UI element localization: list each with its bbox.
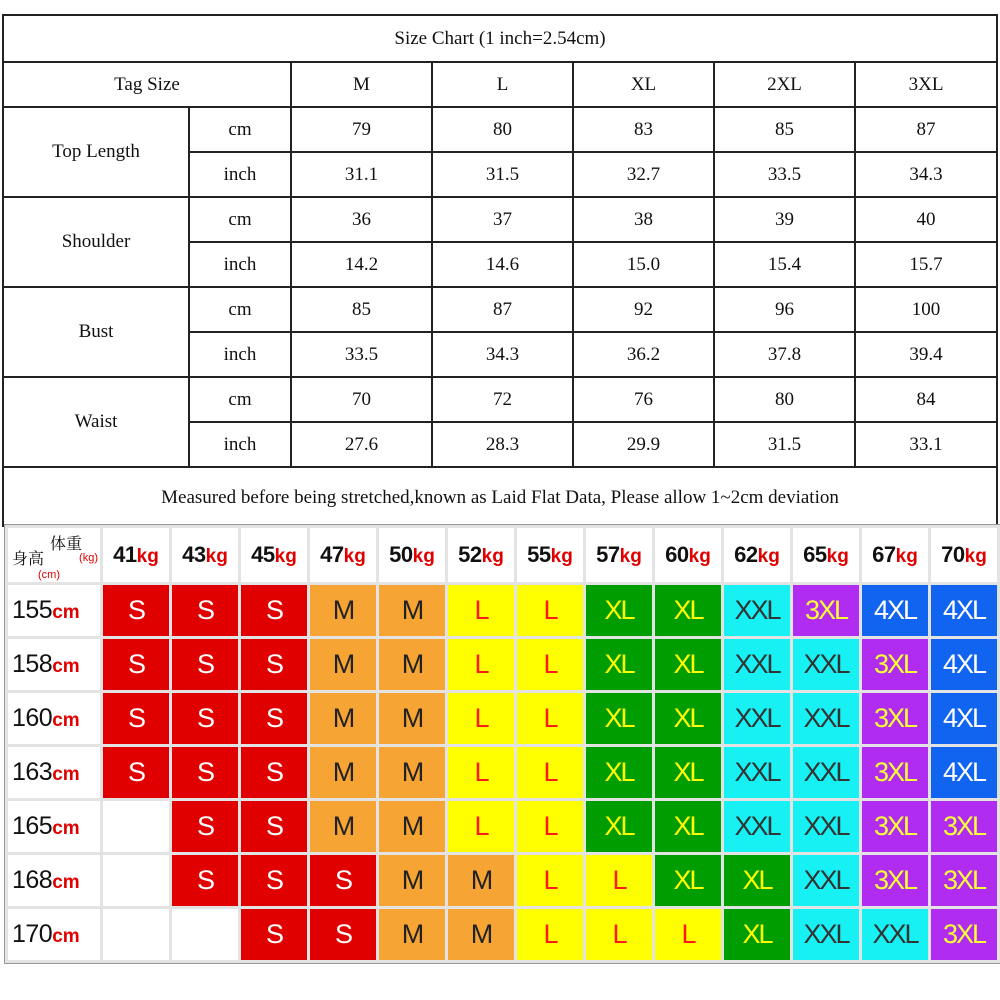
weight-value: 45: [251, 542, 275, 567]
recommended-size-cell: S: [241, 639, 307, 690]
weight-unit: kg: [136, 546, 159, 567]
height-unit: cm: [52, 656, 80, 677]
measurement-value: 36: [291, 197, 432, 242]
weight-value: 52: [458, 542, 482, 567]
recommended-size-cell: 4XL: [862, 585, 928, 636]
measurement-value: 14.2: [291, 242, 432, 287]
recommended-size-cell: XL: [724, 909, 790, 960]
measurement-value: 85: [714, 107, 855, 152]
height-unit: cm: [52, 764, 80, 785]
recommended-size-cell: XL: [586, 585, 652, 636]
measurement-row: [3, 287, 997, 332]
height-unit: cm: [52, 602, 80, 623]
recommended-size-cell: M: [379, 639, 445, 690]
recommended-size-cell: XL: [586, 801, 652, 852]
recommended-size-cell: S: [241, 855, 307, 906]
weight-unit: kg: [757, 546, 780, 567]
recommended-size-cell: M: [448, 855, 514, 906]
recommended-size-cell: M: [379, 855, 445, 906]
recommended-size-cell: 3XL: [862, 693, 928, 744]
measurement-value: 37: [432, 197, 573, 242]
unit-label: cm: [189, 377, 291, 422]
height-row: [8, 801, 997, 852]
recommended-size-cell: 3XL: [862, 801, 928, 852]
unit-label: cm: [189, 107, 291, 152]
recommended-size-cell: 3XL: [862, 747, 928, 798]
measurement-value: 15.0: [573, 242, 714, 287]
height-row: [8, 747, 997, 798]
weight-unit: kg: [481, 546, 504, 567]
recommended-size-cell: L: [655, 909, 721, 960]
recommended-size-cell: 4XL: [931, 747, 997, 798]
measurement-value: 72: [432, 377, 573, 422]
recommended-size-cell: 3XL: [931, 801, 997, 852]
recommended-size-cell: L: [517, 801, 583, 852]
recommended-size-cell: L: [448, 747, 514, 798]
recommended-size-cell: XXL: [724, 585, 790, 636]
weight-header: [586, 528, 652, 582]
tag-size-label: Tag Size: [3, 62, 291, 107]
recommended-size-cell: S: [103, 693, 169, 744]
measurement-value: 15.4: [714, 242, 855, 287]
recommended-size-cell: L: [517, 585, 583, 636]
weight-header: [310, 528, 376, 582]
measurement-value: 100: [855, 287, 997, 332]
recommended-size-cell: M: [310, 693, 376, 744]
recommended-size-cell: XXL: [724, 693, 790, 744]
recommended-size-cell: S: [241, 747, 307, 798]
recommended-size-cell: 3XL: [862, 855, 928, 906]
recommended-size-cell: XXL: [793, 855, 859, 906]
measurement-value: 84: [855, 377, 997, 422]
recommended-size-cell: XXL: [793, 639, 859, 690]
weight-header: [793, 528, 859, 582]
weight-value: 65: [803, 542, 827, 567]
weight-value: 41: [113, 542, 137, 567]
corner-cell: [8, 528, 100, 582]
measurement-value: 36.2: [573, 332, 714, 377]
measurement-value: 85: [291, 287, 432, 332]
recommended-size-cell: M: [379, 747, 445, 798]
height-row: [8, 693, 997, 744]
height-header: [8, 585, 100, 636]
size-header: 2XL: [714, 62, 855, 107]
corner-height-unit: (cm): [38, 569, 60, 581]
recommended-size-cell: XL: [655, 585, 721, 636]
recommended-size-cell: M: [310, 585, 376, 636]
recommended-size-cell: XXL: [793, 747, 859, 798]
measurement-value: 70: [291, 377, 432, 422]
recommended-size-cell: S: [241, 801, 307, 852]
recommended-size-cell: S: [241, 909, 307, 960]
recommended-size-cell: L: [448, 801, 514, 852]
size-header: XL: [573, 62, 714, 107]
height-header: [8, 747, 100, 798]
measurement-value: 37.8: [714, 332, 855, 377]
recommended-size-cell: XXL: [724, 639, 790, 690]
weight-unit: kg: [343, 546, 366, 567]
recommended-size-cell: M: [448, 909, 514, 960]
recommended-size-cell: L: [448, 585, 514, 636]
height-row: [8, 585, 997, 636]
recommended-size-cell: 3XL: [931, 909, 997, 960]
recommended-size-cell: L: [517, 747, 583, 798]
recommended-size-cell: 3XL: [931, 855, 997, 906]
measurement-value: 76: [573, 377, 714, 422]
recommended-size-cell: M: [379, 801, 445, 852]
recommended-size-cell: 3XL: [793, 585, 859, 636]
measurement-value: 96: [714, 287, 855, 332]
recommended-size-cell: 4XL: [931, 693, 997, 744]
recommended-size-cell: S: [103, 585, 169, 636]
weight-unit: kg: [688, 546, 711, 567]
height-row: [8, 855, 997, 906]
measurement-row: [3, 107, 997, 152]
measurement-name: Bust: [3, 287, 189, 377]
recommended-size-cell: XXL: [724, 801, 790, 852]
recommended-size-cell: M: [310, 639, 376, 690]
measurement-value: 31.5: [432, 152, 573, 197]
height-value: 170: [12, 920, 53, 948]
recommended-size-cell: S: [310, 855, 376, 906]
recommended-size-cell: XXL: [793, 909, 859, 960]
height-value: 168: [12, 866, 53, 894]
measurement-value: 38: [573, 197, 714, 242]
size-chart-title: Size Chart (1 inch=2.54cm): [3, 15, 997, 62]
measurement-value: 33.5: [714, 152, 855, 197]
weight-unit: kg: [826, 546, 849, 567]
recommended-size-cell: XL: [655, 693, 721, 744]
height-value: 163: [12, 758, 53, 786]
measurement-value: 29.9: [573, 422, 714, 467]
recommended-size-cell: 4XL: [931, 639, 997, 690]
measurement-value: 14.6: [432, 242, 573, 287]
weight-unit: kg: [412, 546, 435, 567]
recommended-size-cell: M: [310, 801, 376, 852]
measurement-value: 31.1: [291, 152, 432, 197]
weight-value: 62: [734, 542, 758, 567]
recommended-size-cell: S: [172, 585, 238, 636]
measurement-name: Shoulder: [3, 197, 189, 287]
weight-header: [379, 528, 445, 582]
height-value: 160: [12, 704, 53, 732]
weight-value: 67: [872, 542, 896, 567]
height-unit: cm: [52, 710, 80, 731]
unit-label: inch: [189, 242, 291, 287]
recommended-size-cell: S: [103, 639, 169, 690]
weight-value: 50: [389, 542, 413, 567]
note-row: [3, 467, 997, 527]
measurement-row: [3, 377, 997, 422]
recommended-size-cell: S: [103, 747, 169, 798]
recommended-size-cell: S: [310, 909, 376, 960]
weight-unit: kg: [895, 546, 918, 567]
measurement-name: Waist: [3, 377, 189, 467]
measurement-value: 83: [573, 107, 714, 152]
recommended-size-cell: L: [586, 909, 652, 960]
weight-unit: kg: [550, 546, 573, 567]
measurement-value: 28.3: [432, 422, 573, 467]
measurement-value: 32.7: [573, 152, 714, 197]
height-weight-size-chart: [4, 524, 1000, 964]
recommended-size-cell: XL: [655, 855, 721, 906]
weight-value: 70: [941, 542, 965, 567]
weight-value: 57: [596, 542, 620, 567]
recommended-size-cell: [103, 801, 169, 852]
height-header: [8, 801, 100, 852]
weight-header: [724, 528, 790, 582]
weight-header: [931, 528, 997, 582]
recommended-size-cell: M: [310, 747, 376, 798]
recommended-size-cell: L: [586, 855, 652, 906]
weight-header: [241, 528, 307, 582]
unit-label: cm: [189, 287, 291, 332]
height-unit: cm: [52, 818, 80, 839]
weight-header: [517, 528, 583, 582]
height-value: 165: [12, 812, 53, 840]
weight-header: [862, 528, 928, 582]
recommended-size-cell: [103, 909, 169, 960]
tag-size-row: [3, 62, 997, 107]
measurement-value: 80: [432, 107, 573, 152]
measurement-value: 31.5: [714, 422, 855, 467]
weight-unit: kg: [619, 546, 642, 567]
unit-label: inch: [189, 332, 291, 377]
recommended-size-cell: XXL: [793, 693, 859, 744]
height-header: [8, 855, 100, 906]
measurement-value: 34.3: [432, 332, 573, 377]
measurement-value: 33.1: [855, 422, 997, 467]
measurement-value: 87: [432, 287, 573, 332]
corner-weight-unit: (kg): [79, 552, 98, 564]
recommended-size-cell: L: [517, 639, 583, 690]
weight-header: [103, 528, 169, 582]
measurement-value: 27.6: [291, 422, 432, 467]
recommended-size-cell: S: [172, 693, 238, 744]
recommended-size-cell: S: [172, 639, 238, 690]
recommended-size-cell: L: [517, 855, 583, 906]
height-header: [8, 909, 100, 960]
recommended-size-cell: XL: [724, 855, 790, 906]
recommended-size-cell: L: [517, 909, 583, 960]
size-header: M: [291, 62, 432, 107]
recommended-size-cell: L: [448, 693, 514, 744]
recommended-size-cell: XXL: [862, 909, 928, 960]
unit-label: inch: [189, 422, 291, 467]
weight-unit: kg: [274, 546, 297, 567]
deviation-note: Measured before being stretched,known as Laid Flat Data, Please allow 1~2cm deviation: [3, 467, 997, 527]
corner-weight-label: 体重: [49, 536, 82, 553]
height-row: [8, 909, 997, 960]
weight-header: [655, 528, 721, 582]
measurement-value: 87: [855, 107, 997, 152]
recommended-size-cell: XL: [655, 801, 721, 852]
unit-label: cm: [189, 197, 291, 242]
recommended-size-cell: L: [517, 693, 583, 744]
height-unit: cm: [52, 926, 80, 947]
height-row: [8, 639, 997, 690]
recommended-size-cell: 3XL: [862, 639, 928, 690]
recommended-size-cell: S: [172, 747, 238, 798]
measurement-value: 92: [573, 287, 714, 332]
recommended-size-cell: S: [172, 855, 238, 906]
recommended-size-cell: XL: [655, 747, 721, 798]
height-unit: cm: [52, 872, 80, 893]
height-value: 158: [12, 650, 53, 678]
corner-height-label: 身高: [12, 551, 45, 568]
weight-value: 60: [665, 542, 689, 567]
recommended-size-cell: XL: [655, 639, 721, 690]
recommended-size-cell: S: [241, 585, 307, 636]
recommended-size-cell: S: [172, 801, 238, 852]
weight-unit: kg: [964, 546, 987, 567]
measurement-value: 80: [714, 377, 855, 422]
height-header: [8, 639, 100, 690]
measurement-name: Top Length: [3, 107, 189, 197]
recommended-size-cell: L: [448, 639, 514, 690]
weight-value: 47: [320, 542, 344, 567]
recommended-size-cell: XL: [586, 639, 652, 690]
measurement-value: 34.3: [855, 152, 997, 197]
measurement-value: 39: [714, 197, 855, 242]
size-chart-table: [2, 14, 998, 527]
measurement-value: 40: [855, 197, 997, 242]
unit-label: inch: [189, 152, 291, 197]
recommended-size-cell: 4XL: [931, 585, 997, 636]
height-value: 155: [12, 596, 53, 624]
recommended-size-cell: [103, 855, 169, 906]
recommended-size-cell: M: [379, 909, 445, 960]
recommended-size-cell: XXL: [793, 801, 859, 852]
measurement-row: [3, 197, 997, 242]
weight-value: 43: [182, 542, 206, 567]
recommended-size-cell: XL: [586, 693, 652, 744]
size-header: L: [432, 62, 573, 107]
recommended-size-cell: [172, 909, 238, 960]
weight-header: [448, 528, 514, 582]
weight-unit: kg: [205, 546, 228, 567]
height-header: [8, 693, 100, 744]
weight-value: 55: [527, 542, 551, 567]
weight-header-row: [8, 528, 997, 582]
recommended-size-cell: M: [379, 693, 445, 744]
recommended-size-cell: S: [241, 693, 307, 744]
size-header: 3XL: [855, 62, 997, 107]
weight-header: [172, 528, 238, 582]
recommended-size-cell: M: [379, 585, 445, 636]
measurement-value: 33.5: [291, 332, 432, 377]
recommended-size-cell: XL: [586, 747, 652, 798]
measurement-value: 79: [291, 107, 432, 152]
recommended-size-cell: XXL: [724, 747, 790, 798]
measurement-value: 39.4: [855, 332, 997, 377]
measurement-value: 15.7: [855, 242, 997, 287]
